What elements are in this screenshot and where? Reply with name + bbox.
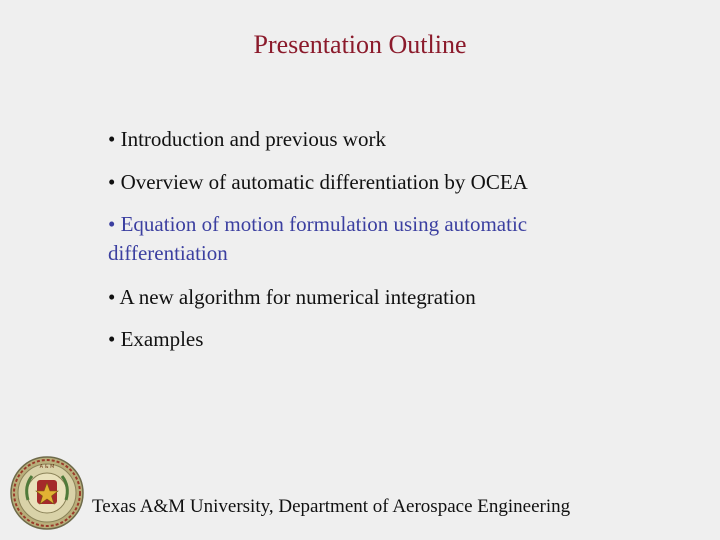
svg-text:A & M: A & M (39, 464, 55, 470)
bullet-item-examples: • Examples (108, 327, 204, 351)
slide-title: Presentation Outline (253, 30, 467, 59)
bullet-item-introduction: • Introduction and previous work (108, 127, 386, 151)
bullet-item-new-algorithm: • A new algorithm for numerical integration (108, 285, 476, 309)
bullet-item-overview: • Overview of automatic differentiation by OCEA (108, 170, 528, 194)
footer-institution: Texas A&M University, Department of Aerospace Engineering (92, 496, 571, 517)
bullet-item-equation-of-motion: • Equation of motion formulation using automatic differentiation (108, 212, 528, 265)
university-seal-icon (10, 456, 84, 530)
